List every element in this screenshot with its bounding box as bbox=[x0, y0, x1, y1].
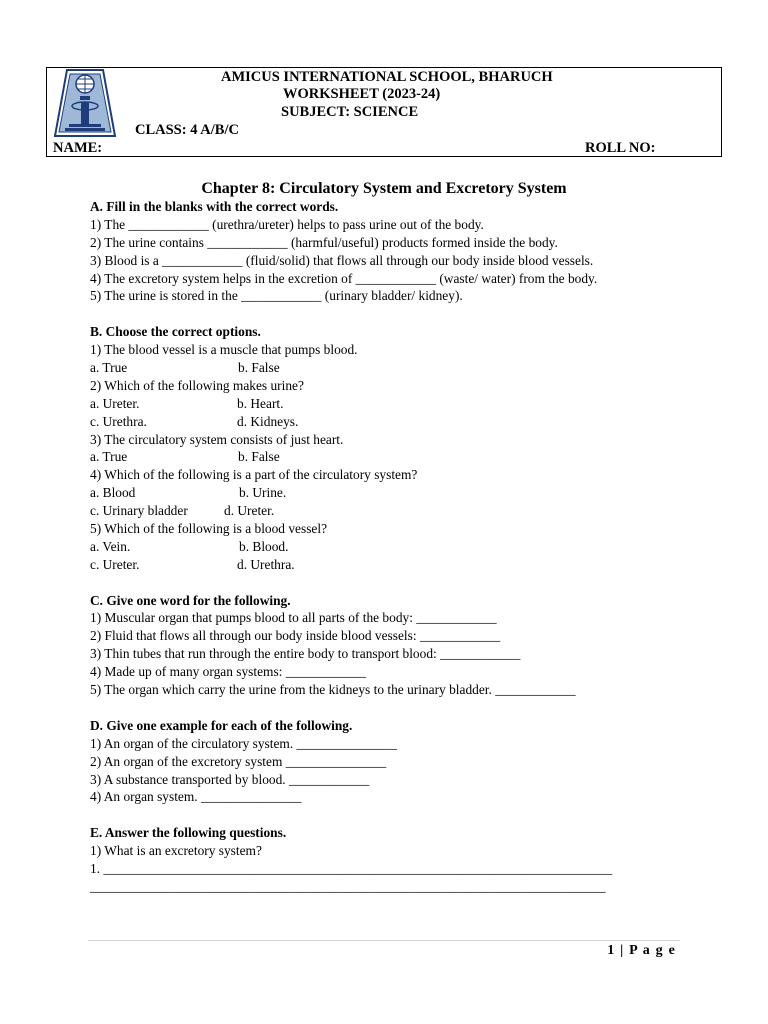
question: 2) Which of the following makes urine? bbox=[90, 377, 304, 393]
list-item: 3) Blood is a ____________ (fluid/solid) that flows all through our body inside blood vessels. bbox=[90, 252, 594, 268]
school-name: AMICUS INTERNATIONAL SCHOOL, BHARUCH bbox=[221, 69, 553, 85]
section-a-heading: A. Fill in the blanks with the correct words. bbox=[90, 199, 339, 214]
option: b. Heart. bbox=[237, 395, 284, 411]
subject-label: SUBJECT: SCIENCE bbox=[281, 104, 419, 120]
footer-divider bbox=[88, 940, 680, 941]
header-box bbox=[46, 67, 722, 157]
list-item: 5) The organ which carry the urine from the kidneys to the urinary bladder. ____________ bbox=[90, 682, 576, 698]
section-c-heading: C. Give one word for the following. bbox=[90, 592, 291, 608]
list-item: 4) An organ system. _______________ bbox=[90, 789, 302, 805]
question: 4) Which of the following is a part of the circulatory system? bbox=[90, 467, 418, 483]
list-item: 1) An organ of the circulatory system. _______________ bbox=[90, 735, 397, 751]
list-item: 5) The urine is stored in the ____________ (urinary bladder/ kidney). bbox=[90, 288, 463, 304]
list-item: 2) Fluid that flows all through our body inside blood vessels: ____________ bbox=[90, 628, 501, 644]
option: c. Urinary bladder bbox=[90, 503, 188, 519]
option: a. Vein. bbox=[90, 538, 131, 554]
worksheet-content bbox=[90, 198, 690, 896]
option: a. Ureter. bbox=[90, 395, 140, 411]
roll-no-label: ROLL NO: bbox=[585, 140, 656, 156]
option: c. Urethra. bbox=[90, 413, 147, 429]
option: d. Ureter. bbox=[224, 503, 275, 519]
list-item: 2) An organ of the excretory system _______________ bbox=[90, 753, 387, 769]
option: d. Urethra. bbox=[237, 556, 295, 572]
worksheet-title: WORKSHEET (2023-24) bbox=[283, 86, 441, 102]
section-d-heading: D. Give one example for each of the following. bbox=[90, 717, 353, 733]
school-logo-icon bbox=[53, 68, 117, 138]
option: b. Urine. bbox=[239, 485, 287, 501]
list-item: 2) The urine contains ____________ (harmful/useful) products formed inside the body. bbox=[90, 234, 558, 250]
list-item: 1) Muscular organ that pumps blood to all parts of the body: ____________ bbox=[90, 610, 497, 626]
section-e-heading: E. Answer the following questions. bbox=[90, 825, 287, 841]
list-item: 1) The ____________ (urethra/ureter) helps to pass urine out of the body. bbox=[90, 216, 484, 232]
question: 1) What is an excretory system? bbox=[90, 843, 262, 859]
option: b. False bbox=[238, 449, 280, 465]
option: a. Blood bbox=[90, 485, 136, 501]
page-number: 1 | P a g e bbox=[607, 943, 676, 958]
list-item: 4) The excretory system helps in the excretion of ____________ (waste/ water) from the body. bbox=[90, 270, 598, 286]
chapter-title: Chapter 8: Circulatory System and Excretory System bbox=[201, 180, 567, 197]
option: a. True bbox=[90, 360, 128, 376]
list-item: 4) Made up of many organ systems: ____________ bbox=[90, 664, 367, 680]
name-label: NAME: bbox=[53, 140, 103, 156]
option: d. Kidneys. bbox=[237, 413, 299, 429]
section-b-heading: B. Choose the correct options. bbox=[90, 324, 261, 340]
option: b. False bbox=[238, 360, 280, 376]
option: b. Blood. bbox=[239, 538, 289, 554]
list-item: 3) A substance transported by blood. ____________ bbox=[90, 771, 370, 787]
class-label: CLASS: 4 A/B/C bbox=[135, 122, 239, 138]
question: 1) The blood vessel is a muscle that pumps blood. bbox=[90, 342, 358, 358]
option: a. True bbox=[90, 449, 128, 465]
question: 3) The circulatory system consists of just heart. bbox=[90, 431, 344, 447]
question: 5) Which of the following is a blood vessel? bbox=[90, 521, 328, 537]
answer-line: _____________________________________________________________________________ bbox=[90, 878, 606, 894]
list-item: 3) Thin tubes that run through the entire body to transport blood: ____________ bbox=[90, 646, 521, 662]
answer-line: 1. ____________________________________________________________________________ bbox=[90, 860, 613, 876]
option: c. Ureter. bbox=[90, 556, 140, 572]
